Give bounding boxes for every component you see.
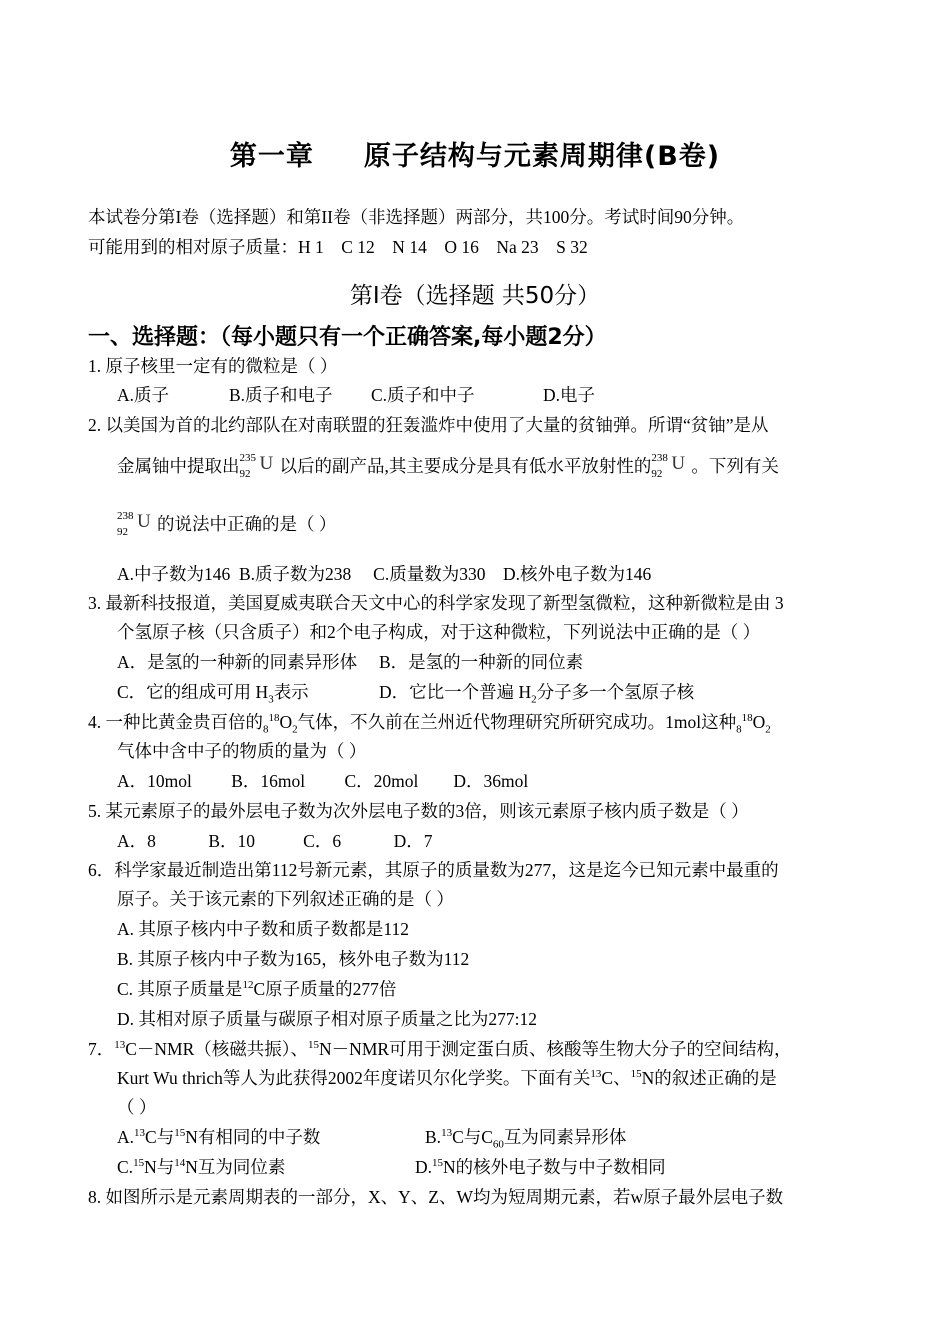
q4-stem-2: 气体中含中子的物质的量为（ ） xyxy=(117,741,367,761)
q5-stem: 5. 某元素原子的最外层电子数为次外层电子数的3倍，则该元素原子核内质子数是（ ） xyxy=(88,801,749,821)
u238-nuclide-2: 238 92 U xyxy=(117,509,151,538)
intro-line-1: 本试卷分第I卷（选择题）和第II卷（非选择题）两部分，共100分。考试时间90分钟。 xyxy=(88,207,745,227)
chapter-name: 原子结构与元素周期律(B卷) xyxy=(363,141,721,172)
q7-option-c: C.$^{15}$N与$^{14}$N互为同位素 xyxy=(117,1157,286,1177)
q3-options-cd xyxy=(117,680,694,704)
q6-option-d: D. 其相对原子质量与碳原子相对原子质量之比为277:12 xyxy=(117,1009,537,1029)
q2-stem-2 xyxy=(117,451,779,480)
q1-option-d: D.电子 xyxy=(543,385,596,405)
q3-stem-1: 3. 最新科技报道，美国夏威夷联合天文中心的科学家发现了新型氢微粒，这种新微粒是由 3 xyxy=(88,593,784,613)
q2-text-b: 以后的副产品,其主要成分是具有低水平放射性的 xyxy=(279,456,652,476)
q6-stem-1: 6．科学家最近制造出第112号新元素，其原子的质量数为277，这是迄今已知元素中最重的 xyxy=(88,860,779,880)
q3-option-c: C．它的组成可用 $H_3$表示 xyxy=(117,682,309,706)
q2-stem-3 xyxy=(117,509,337,538)
q7-options-cd xyxy=(117,1155,666,1179)
q6-option-a: A. 其原子核内中子数和质子数都是112 xyxy=(117,919,409,939)
q7-options-ab xyxy=(117,1125,626,1149)
q8-stem: 8. 如图所示是元素周期表的一部分，X、Y、Z、W均为短周期元素，若w原子最外层电子数 xyxy=(88,1187,784,1207)
q6-option-b: B. 其原子核内中子数为165，核外电子数为112 xyxy=(117,949,470,969)
part-title: 一、选择题：（每小题只有一个正确答案,每小题2分） xyxy=(88,325,607,350)
page-title xyxy=(0,134,950,173)
q7-stem-3: （ ） xyxy=(117,1097,157,1117)
q7-option-a: A.$^{13}$C与$^{15}$N有相同的中子数 xyxy=(117,1127,321,1147)
q2-text-d: 的说法中正确的是（ ） xyxy=(157,514,337,534)
q7-stem-2: Kurt Wu thrich等人为此获得2002年度诺贝尔化学奖。下面有关$^{13}$C、$^{15}$N的叙述正确的是 xyxy=(117,1068,777,1088)
q4-stem-1: 4. 一种比黄金贵百倍的$_8^{18}O_2$气体，不久前在兰州近代物理研究所研究成功。1mol这种$_8^{18}O_2$ xyxy=(88,712,771,736)
q4-options: A．10mol B．16mol C．20mol D．36mol xyxy=(117,771,529,791)
q6-option-c: C. 其原子质量是$^{12}$C原子质量的277倍 xyxy=(117,979,397,999)
q1-stem: 1. 原子核里一定有的微粒是（ ） xyxy=(88,356,338,376)
q2-text-c: 。下列有关 xyxy=(691,456,779,476)
q1-option-c: C.质子和中子 xyxy=(371,385,475,405)
q7-option-d: D.$^{15}$N的核外电子数与中子数相同 xyxy=(415,1157,666,1177)
u238-nuclide: 238 92 U xyxy=(651,451,686,480)
q2-stem-1: 2. 以美国为首的北约部队在对南联盟的狂轰滥炸中使用了大量的贫铀弹。所谓“贫铀”是从 xyxy=(88,415,769,435)
u235-nuclide: 235 92 U xyxy=(239,451,274,480)
q7-stem-1: 7．$^{13}$C－NMR（核磁共振）、$^{15}$N－NMR可用于测定蛋白质、核酸等生物大分子的空间结构， xyxy=(88,1039,792,1059)
q3-option-d: D．它比一个普遍 $H_2$分子多一个氢原子核 xyxy=(379,682,695,706)
q1-option-a: A.质子 xyxy=(117,385,170,405)
q1-options xyxy=(117,383,595,407)
q2-text-a: 金属铀中提取出 xyxy=(117,456,240,476)
q5-options: A．8 B．10 C．6 D．7 xyxy=(117,831,433,851)
chapter-label: 第一章 xyxy=(229,141,314,172)
q6-stem-2: 原子。关于该元素的下列叙述正确的是（ ） xyxy=(117,889,454,909)
q1-option-b: B.质子和电子 xyxy=(229,385,333,405)
q3-options-ab: A．是氢的一种新的同素异形体 B．是氢的一种新的同位素 xyxy=(117,652,584,672)
q7-option-b: B.$^{13}$C与$C_{60}$互为同素异形体 xyxy=(425,1127,627,1151)
q2-options: A.中子数为146 B.质子数为238 C.质量数为330 D.核外电子数为146 xyxy=(117,564,652,584)
intro-line-2: 可能用到的相对原子质量：H 1 C 12 N 14 O 16 Na 23 S 32 xyxy=(88,237,588,257)
q3-stem-2: 个氢原子核（只含质子）和2个电子构成，对于这种微粒，下列说法中正确的是（ ） xyxy=(117,622,761,642)
section-title: 第I卷（选择题 共50分） xyxy=(349,283,601,309)
